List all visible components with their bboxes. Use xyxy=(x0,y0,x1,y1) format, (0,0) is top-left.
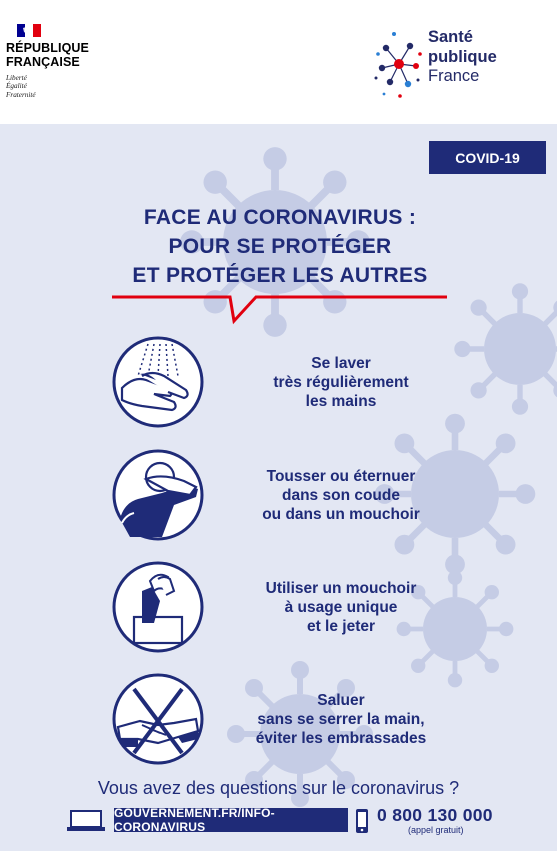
list-item-text: Utiliser un mouchoir à usage unique et le jeter xyxy=(265,579,417,635)
hand-washing-icon xyxy=(112,336,204,428)
network-dots-icon xyxy=(372,26,426,104)
header xyxy=(0,0,557,124)
sante-publique-france-logo xyxy=(372,26,522,106)
republique-francaise-name: RÉPUBLIQUE FRANÇAISE xyxy=(6,41,89,69)
questions-heading: Vous avez des questions sur le coronavirus ? xyxy=(97,778,460,798)
contact-row xyxy=(0,805,557,848)
republique-motto: Liberté Égalité Fraternité xyxy=(6,74,36,99)
poster-title: FACE AU CORONAVIRUS : POUR SE PROTÉGER ET PROTÉGER LES AUTRES xyxy=(132,206,428,287)
poster-panel xyxy=(0,124,557,851)
phone-note: (appel gratuit) xyxy=(408,825,464,835)
covid-19-badge: COVID-19 xyxy=(429,141,546,174)
list-item-text: Tousser ou éternuer dans son coude ou dans un mouchoir xyxy=(262,467,420,523)
list-item xyxy=(112,449,552,541)
list-item-text: Se laver très régulièrement les mains xyxy=(273,354,409,410)
marianne-flag-icon xyxy=(17,24,41,37)
list-item xyxy=(112,673,552,765)
speech-bubble-underline xyxy=(112,291,452,327)
list-item-text: Saluer sans se serrer la main, éviter les embrassades xyxy=(255,691,427,747)
list-item xyxy=(112,336,552,428)
elbow-cough-icon xyxy=(112,449,204,541)
laptop-icon xyxy=(66,810,106,832)
sante-publique-france-name: Santé publique France xyxy=(428,28,497,85)
no-handshake-icon xyxy=(112,673,204,765)
list-item xyxy=(112,561,552,653)
phone-icon xyxy=(354,808,370,834)
phone-number[interactable]: 0 800 130 000 xyxy=(377,805,493,825)
tissue-box-icon xyxy=(112,561,204,653)
info-coronavirus-link[interactable]: GOUVERNEMENT.FR/INFO-CORONAVIRUS xyxy=(114,808,348,832)
